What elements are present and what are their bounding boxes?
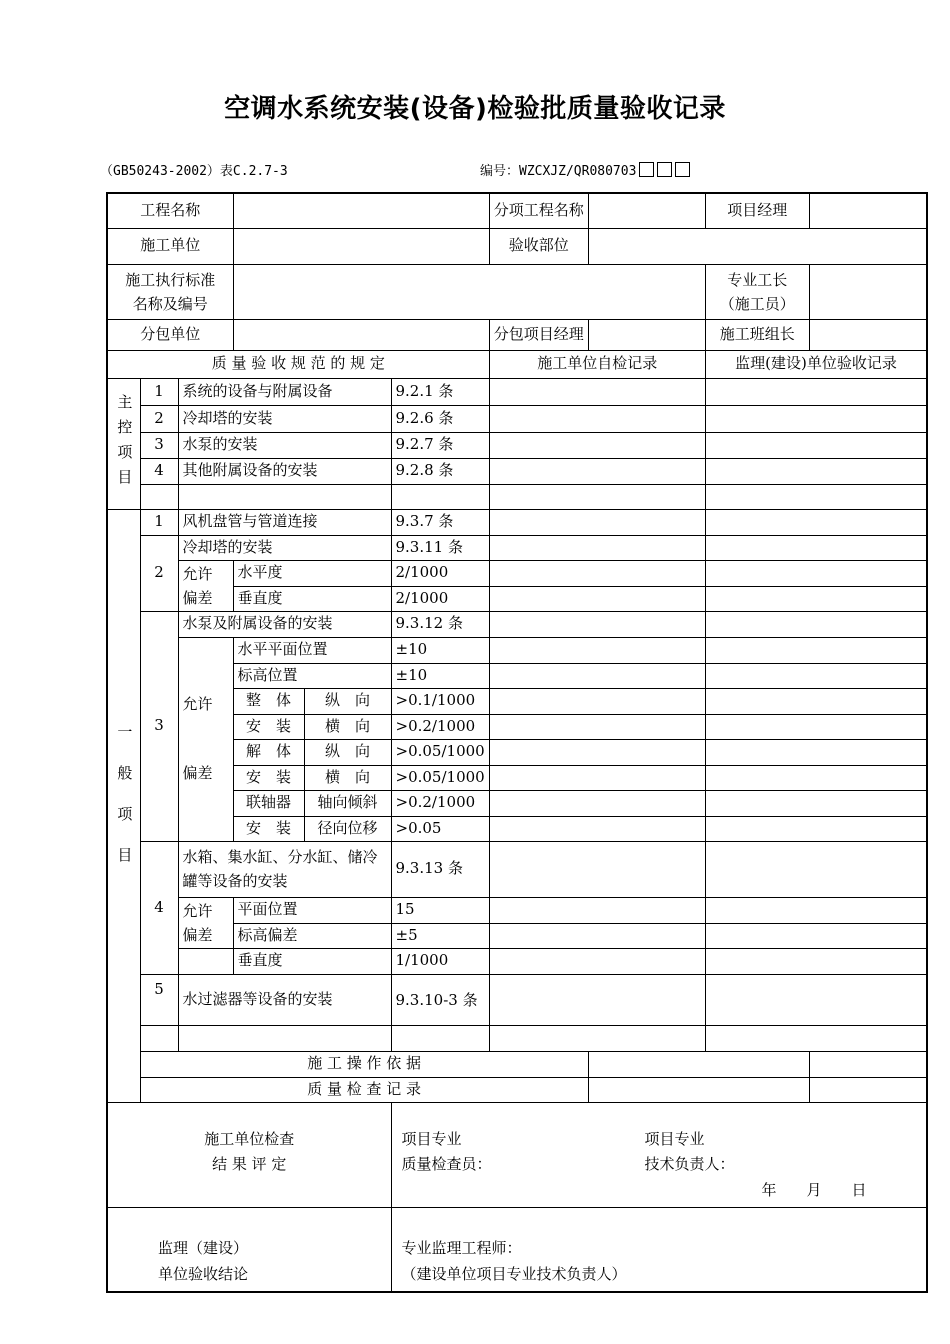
- self-check-cell[interactable]: [489, 484, 705, 509]
- quality-inspector-line2: 质量检查员：: [401, 1155, 492, 1173]
- tolerance-item: 平面位置: [233, 897, 391, 923]
- construction-basis-supervision[interactable]: [809, 1051, 927, 1077]
- item-no: 1: [140, 509, 178, 535]
- spec-column-header: 质 量 验 收 规 范 的 规 定: [107, 350, 489, 378]
- tolerance-value: >0.2/1000: [391, 790, 489, 816]
- tolerance-value: 2/1000: [391, 586, 489, 611]
- empty-cell: [391, 1025, 489, 1051]
- self-check-grid[interactable]: [489, 637, 705, 663]
- record-number-label: 编号：WZCXJZ/QR080703: [480, 164, 637, 179]
- supervision-grid[interactable]: [705, 816, 927, 841]
- tolerance-label-line1: 允许: [182, 564, 213, 583]
- item-name: 系统的设备与附属设备: [178, 378, 391, 405]
- tolerance-label-line1: 允许: [182, 694, 213, 713]
- item-clause: 9.2.1 条: [391, 378, 489, 405]
- standard-code: （GB50243-2002）表C.2.7-3: [100, 164, 288, 179]
- self-check-cell[interactable]: [489, 432, 705, 458]
- tolerance-value: 1/1000: [391, 948, 489, 974]
- item-name: 冷却塔的安装: [178, 535, 391, 560]
- supervision-grid[interactable]: [705, 586, 927, 611]
- foreman-label: [705, 264, 809, 319]
- foreman-field[interactable]: [809, 264, 927, 319]
- supervision-cell[interactable]: [705, 484, 927, 509]
- self-check-grid[interactable]: [489, 688, 705, 714]
- direction-label: 轴向倾斜: [304, 790, 391, 816]
- supervision-grid[interactable]: [705, 714, 927, 739]
- quality-record-field[interactable]: [588, 1077, 809, 1102]
- number-box[interactable]: [639, 162, 654, 177]
- self-check-cell[interactable]: [489, 458, 705, 484]
- self-check-cell[interactable]: [489, 405, 705, 432]
- item-no: 4: [140, 458, 178, 484]
- group-label: 安 装: [233, 765, 304, 790]
- item-no: 3: [140, 432, 178, 458]
- item-name: 其他附属设备的安装: [178, 458, 391, 484]
- item-no: 5: [140, 974, 178, 1025]
- item-clause: 9.3.12 条: [391, 611, 489, 637]
- supervision-conclusion-line1: 监理（建设）: [158, 1239, 249, 1257]
- self-check-grid[interactable]: [489, 948, 705, 974]
- item-name: 风机盘管与管道连接: [178, 509, 391, 535]
- supervision-grid[interactable]: [705, 765, 927, 790]
- technical-lead-line2: 技术负责人：: [644, 1155, 735, 1173]
- number-box[interactable]: [657, 162, 672, 177]
- construction-unit-label: 施工单位: [107, 228, 233, 264]
- supervision-grid[interactable]: [705, 790, 927, 816]
- tolerance-item: 垂直度: [233, 586, 391, 611]
- tolerance-item: 垂直度: [233, 948, 391, 974]
- supervision-grid[interactable]: [705, 923, 927, 948]
- number-box[interactable]: [675, 162, 690, 177]
- supervision-cell[interactable]: [705, 535, 927, 560]
- self-check-grid[interactable]: [489, 923, 705, 948]
- item-clause: 9.3.10-3 条: [391, 974, 489, 1025]
- direction-label: 径向位移: [304, 816, 391, 841]
- general-items-label-text: 一般项目: [115, 723, 134, 888]
- subcontractor-label: 分包单位: [107, 319, 233, 350]
- quality-record-label: 质 量 检 查 记 录: [140, 1077, 588, 1102]
- tolerance-label-line2: 偏差: [182, 588, 213, 607]
- self-check-grid[interactable]: [489, 714, 705, 739]
- acceptance-part-field[interactable]: [588, 228, 927, 264]
- supervision-engineer-label: 专业监理工程师：: [401, 1239, 522, 1257]
- self-check-cell[interactable]: [489, 841, 705, 897]
- supervision-grid[interactable]: [705, 663, 927, 688]
- tolerance-value: >0.1/1000: [391, 688, 489, 714]
- empty-cell: [391, 484, 489, 509]
- tolerance-value: 2/1000: [391, 560, 489, 586]
- tolerance-item: 水平度: [233, 560, 391, 586]
- item-clause: 9.3.11 条: [391, 535, 489, 560]
- supervision-conclusion-line2: 单位验收结论: [158, 1264, 249, 1283]
- empty-cell: [140, 484, 178, 509]
- owner-tech-lead-label: （建设单位项目专业技术负责人）: [401, 1264, 627, 1283]
- tolerance-label: [178, 560, 233, 611]
- quality-record-supervision[interactable]: [809, 1077, 927, 1102]
- tolerance-label-line2: 偏差: [182, 764, 213, 782]
- item-name: 冷却塔的安装: [178, 405, 391, 432]
- group-label: 整 体: [233, 688, 304, 714]
- foreman-label-line2: （施工员）: [719, 294, 795, 313]
- supervision-grid[interactable]: [705, 560, 927, 586]
- item-no: 2: [140, 535, 178, 611]
- supervision-column-header: 监理(建设)单位验收记录: [705, 350, 927, 378]
- tolerance-label: [178, 637, 233, 841]
- group-label: 联轴器: [233, 790, 304, 816]
- empty-cell: [178, 1025, 391, 1051]
- direction-label: 纵 向: [304, 688, 391, 714]
- item-name: 水泵及附属设备的安装: [178, 611, 391, 637]
- empty-cell: [178, 948, 233, 974]
- team-leader-label: 施工班组长: [705, 319, 809, 350]
- self-check-cell[interactable]: [489, 1025, 705, 1051]
- sub-pm-label: 分包项目经理: [489, 319, 588, 350]
- project-manager-field[interactable]: [809, 193, 927, 228]
- tolerance-value: ±10: [391, 637, 489, 663]
- standard-label-line1: 施工执行标准: [125, 270, 216, 289]
- tolerance-item: 标高偏差: [233, 923, 391, 948]
- self-check-column-header: 施工单位自检记录: [489, 350, 705, 378]
- sub-pm-field[interactable]: [588, 319, 705, 350]
- construction-basis-label: 施 工 操 作 依 据: [140, 1051, 588, 1077]
- subcontractor-field[interactable]: [233, 319, 489, 350]
- record-number: [480, 160, 690, 179]
- self-check-result-line1: 施工单位检查: [204, 1129, 295, 1148]
- project-manager-label: 项目经理: [705, 193, 809, 228]
- self-check-result-label: [107, 1102, 391, 1208]
- supervision-grid[interactable]: [705, 688, 927, 714]
- tolerance-value: >0.05/1000: [391, 765, 489, 790]
- self-check-cell[interactable]: [489, 509, 705, 535]
- supervision-cell[interactable]: [705, 611, 927, 637]
- tolerance-value: >0.05: [391, 816, 489, 841]
- supervision-cell[interactable]: [705, 1025, 927, 1051]
- direction-label: 纵 向: [304, 739, 391, 765]
- general-items-label: [107, 509, 140, 1102]
- foreman-label-line1: 专业工长: [727, 270, 788, 289]
- inspection-form: [106, 192, 928, 1293]
- group-label: 安 装: [233, 714, 304, 739]
- self-check-grid[interactable]: [489, 816, 705, 841]
- supervision-grid[interactable]: [705, 739, 927, 765]
- item-clause: 9.2.8 条: [391, 458, 489, 484]
- item-clause: 9.3.7 条: [391, 509, 489, 535]
- supervision-conclusion-label: [107, 1208, 391, 1293]
- tolerance-item: 标高位置: [233, 663, 391, 688]
- sub-project-name-label: 分项工程名称: [489, 193, 588, 228]
- tolerance-item: 水平平面位置: [233, 637, 391, 663]
- empty-cell: [178, 484, 391, 509]
- main-control-label-text: 主控项目: [115, 393, 134, 494]
- construction-unit-field[interactable]: [233, 228, 489, 264]
- tolerance-value: ±5: [391, 923, 489, 948]
- self-check-grid[interactable]: [489, 765, 705, 790]
- group-label: 安 装: [233, 816, 304, 841]
- construction-basis-field[interactable]: [588, 1051, 809, 1077]
- item-no: 3: [140, 611, 178, 841]
- tolerance-value: >0.05/1000: [391, 739, 489, 765]
- direction-label: 横 向: [304, 714, 391, 739]
- item-name: 水泵的安装: [178, 432, 391, 458]
- self-check-cell[interactable]: [489, 974, 705, 1025]
- team-leader-field[interactable]: [809, 319, 927, 350]
- self-check-cell[interactable]: [489, 378, 705, 405]
- standard-label: [107, 264, 233, 319]
- tolerance-label: [178, 897, 233, 948]
- supervision-grid[interactable]: [705, 948, 927, 974]
- tolerance-value: 15: [391, 897, 489, 923]
- main-control-label: [107, 378, 140, 509]
- tolerance-value: >0.2/1000: [391, 714, 489, 739]
- signature-date: 年 月 日: [761, 1180, 867, 1199]
- acceptance-part-label: 验收部位: [489, 228, 588, 264]
- self-check-cell[interactable]: [489, 611, 705, 637]
- project-name-field[interactable]: [233, 193, 489, 228]
- self-check-grid[interactable]: [489, 663, 705, 688]
- item-clause: 9.3.13 条: [391, 841, 489, 897]
- item-no: 4: [140, 841, 178, 974]
- tolerance-label-line1: 允许: [182, 901, 213, 920]
- supervision-cell[interactable]: [705, 458, 927, 484]
- tolerance-label-line2: 偏差: [182, 925, 213, 944]
- self-check-grid[interactable]: [489, 790, 705, 816]
- self-check-grid[interactable]: [489, 586, 705, 611]
- self-check-grid[interactable]: [489, 739, 705, 765]
- standard-label-line2: 名称及编号: [132, 294, 208, 313]
- supervision-grid[interactable]: [705, 897, 927, 923]
- supervision-cell[interactable]: [705, 378, 927, 405]
- self-check-cell[interactable]: [489, 535, 705, 560]
- item-no: 2: [140, 405, 178, 432]
- page-title: 空调水系统安装(设备)检验批质量验收记录: [224, 94, 726, 124]
- supervision-cell[interactable]: [705, 841, 927, 897]
- group-label: 解 体: [233, 739, 304, 765]
- supervision-signature-area[interactable]: [391, 1208, 927, 1293]
- item-clause: 9.2.7 条: [391, 432, 489, 458]
- project-name-label: 工程名称: [107, 193, 233, 228]
- self-check-signature-area[interactable]: [391, 1102, 927, 1208]
- direction-label: 横 向: [304, 765, 391, 790]
- item-clause: 9.2.6 条: [391, 405, 489, 432]
- self-check-grid[interactable]: [489, 560, 705, 586]
- standard-field[interactable]: [233, 264, 705, 319]
- supervision-cell[interactable]: [705, 432, 927, 458]
- self-check-result-line2: 结 果 评 定: [212, 1155, 287, 1173]
- technical-lead-line1: 项目专业: [644, 1129, 705, 1148]
- self-check-grid[interactable]: [489, 897, 705, 923]
- sub-project-name-field[interactable]: [588, 193, 705, 228]
- supervision-cell[interactable]: [705, 405, 927, 432]
- item-no: 1: [140, 378, 178, 405]
- tolerance-value: ±10: [391, 663, 489, 688]
- item-name: 水过滤器等设备的安装: [178, 974, 391, 1025]
- item-name: 水箱、集水缸、分水缸、储冷罐等设备的安装: [178, 841, 391, 897]
- quality-inspector-line1: 项目专业: [401, 1129, 462, 1148]
- empty-cell: [140, 1025, 178, 1051]
- supervision-grid[interactable]: [705, 637, 927, 663]
- supervision-cell[interactable]: [705, 974, 927, 1025]
- supervision-cell[interactable]: [705, 509, 927, 535]
